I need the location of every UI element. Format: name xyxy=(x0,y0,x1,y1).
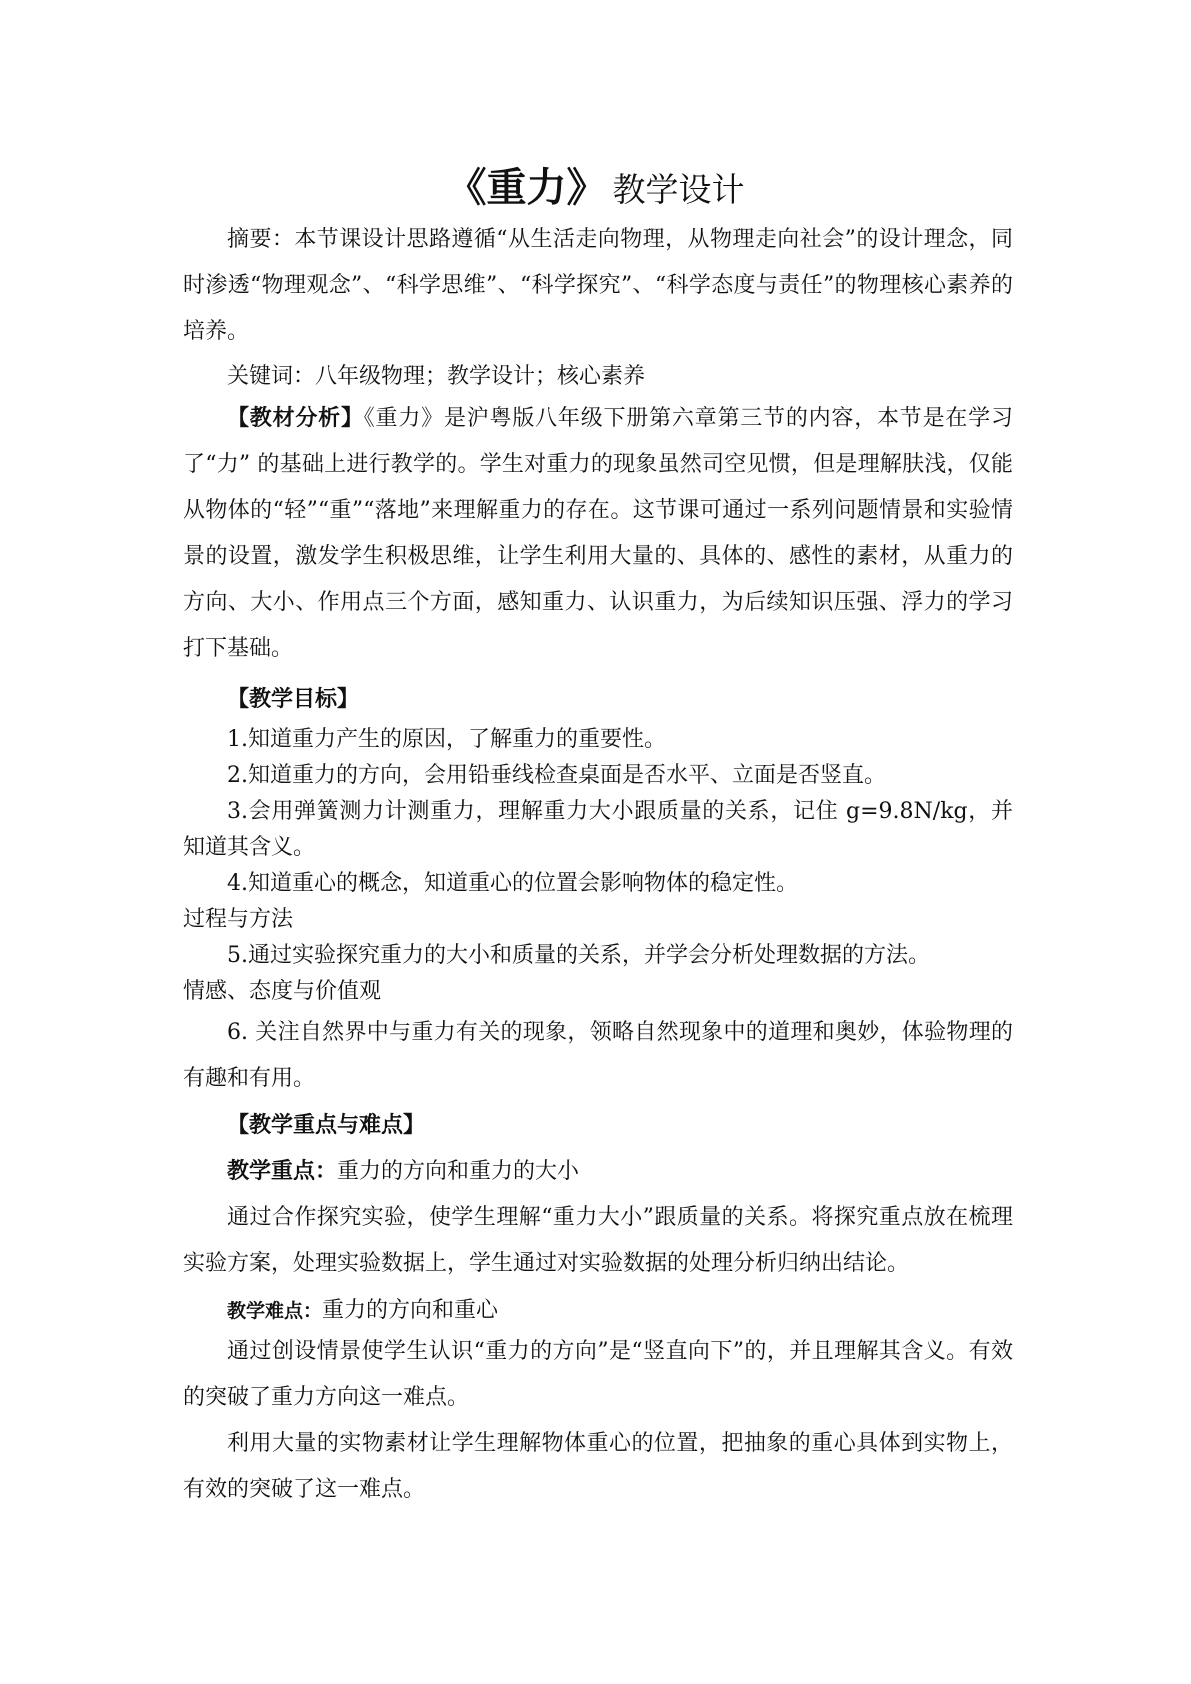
analysis-text: 《重力》是沪粤版八年级下册第六章第三节的内容，本节是在学习了“力” 的基础上进行教学的。学生对重力的现象虽然司空见惯，但是理解肤浅，仅能从物体的“轻”“重”“落地”来理解重力的存在。这节课可通过一系列问题情景和实验情景的设置，激发学生积极思维，让学生利用大量的、具体的、感性的素材，从重力的方向、大小、作用点三个方面，感知重力、认识重力，为后续知识压强、浮力的学习打下基础。 xyxy=(183,406,1013,661)
focus-line xyxy=(183,1148,1013,1195)
keywords-label: 关键词： xyxy=(227,364,316,389)
analysis-heading: 【教材分析】 xyxy=(227,405,364,431)
document-title xyxy=(0,160,1191,224)
focus-text: 重力的方向和重力的大小 xyxy=(337,1159,580,1184)
objective-item-2: 2.知道重力的方向，会用铅垂线检查桌面是否水平、立面是否竖直。 xyxy=(227,763,886,788)
objective-item-3: 3.会用弹簧测力计测重力，理解重力大小跟质量的关系，记住 g=9.8N/kg，并知道其含义。 xyxy=(183,799,1013,860)
keywords-paragraph xyxy=(183,359,1013,395)
process-method-label: 过程与方法 xyxy=(183,907,294,932)
difficulty-description-2: 利用大量的实物素材让学生理解物体重心的位置，把抽象的重心具体到实物上，有效的突破了这一难点。 xyxy=(183,1431,1013,1502)
objective-item-6: 6. 关注自然界中与重力有关的现象，领略自然现象中的道理和奥妙，体验物理的有趣和有用。 xyxy=(183,1020,1013,1091)
emotion-attitude-label: 情感、态度与价值观 xyxy=(183,979,382,1004)
keypoints-heading: 【教学重点与难点】 xyxy=(227,1112,426,1138)
document-body xyxy=(183,217,1013,1513)
title-sub: 教学设计 xyxy=(612,170,745,209)
difficulty-line xyxy=(183,1293,1013,1329)
abstract-paragraph xyxy=(183,217,1013,355)
difficulty-label: 教学难点： xyxy=(227,1300,323,1322)
title-main: 《重力》 xyxy=(446,164,607,211)
abstract-text: 本节课设计思路遵循“从生活走向物理，从物理走向社会”的设计理念，同时渗透“物理观念”、“科学思维”、“科学探究”、“科学态度与责任”的物理核心素养的培养。 xyxy=(183,227,1013,344)
keywords-text: 八年级物理；教学设计；核心素养 xyxy=(315,364,646,389)
analysis-paragraph xyxy=(183,395,1013,672)
abstract-label: 摘要： xyxy=(227,227,295,252)
objective-item-5: 5.通过实验探究重力的大小和质量的关系，并学会分析处理数据的方法。 xyxy=(227,943,930,968)
objective-item-4: 4.知道重心的概念，知道重心的位置会影响物体的稳定性。 xyxy=(227,871,798,896)
difficulty-text: 重力的方向和重心 xyxy=(322,1298,499,1323)
difficulty-description-1: 通过创设情景使学生认识“重力的方向”是“竖直向下”的，并且理解其含义。有效的突破了重力方向这一难点。 xyxy=(183,1339,1013,1410)
objective-item-1: 1.知道重力产生的原因，了解重力的重要性。 xyxy=(227,727,666,752)
objectives-heading: 【教学目标】 xyxy=(227,686,360,712)
focus-description: 通过合作探究实验，使学生理解“重力大小”跟质量的关系。将探究重点放在梳理实验方案，处理实验数据上，学生通过对实验数据的处理分析归纳出结论。 xyxy=(183,1205,1013,1276)
focus-label: 教学重点： xyxy=(227,1158,338,1184)
